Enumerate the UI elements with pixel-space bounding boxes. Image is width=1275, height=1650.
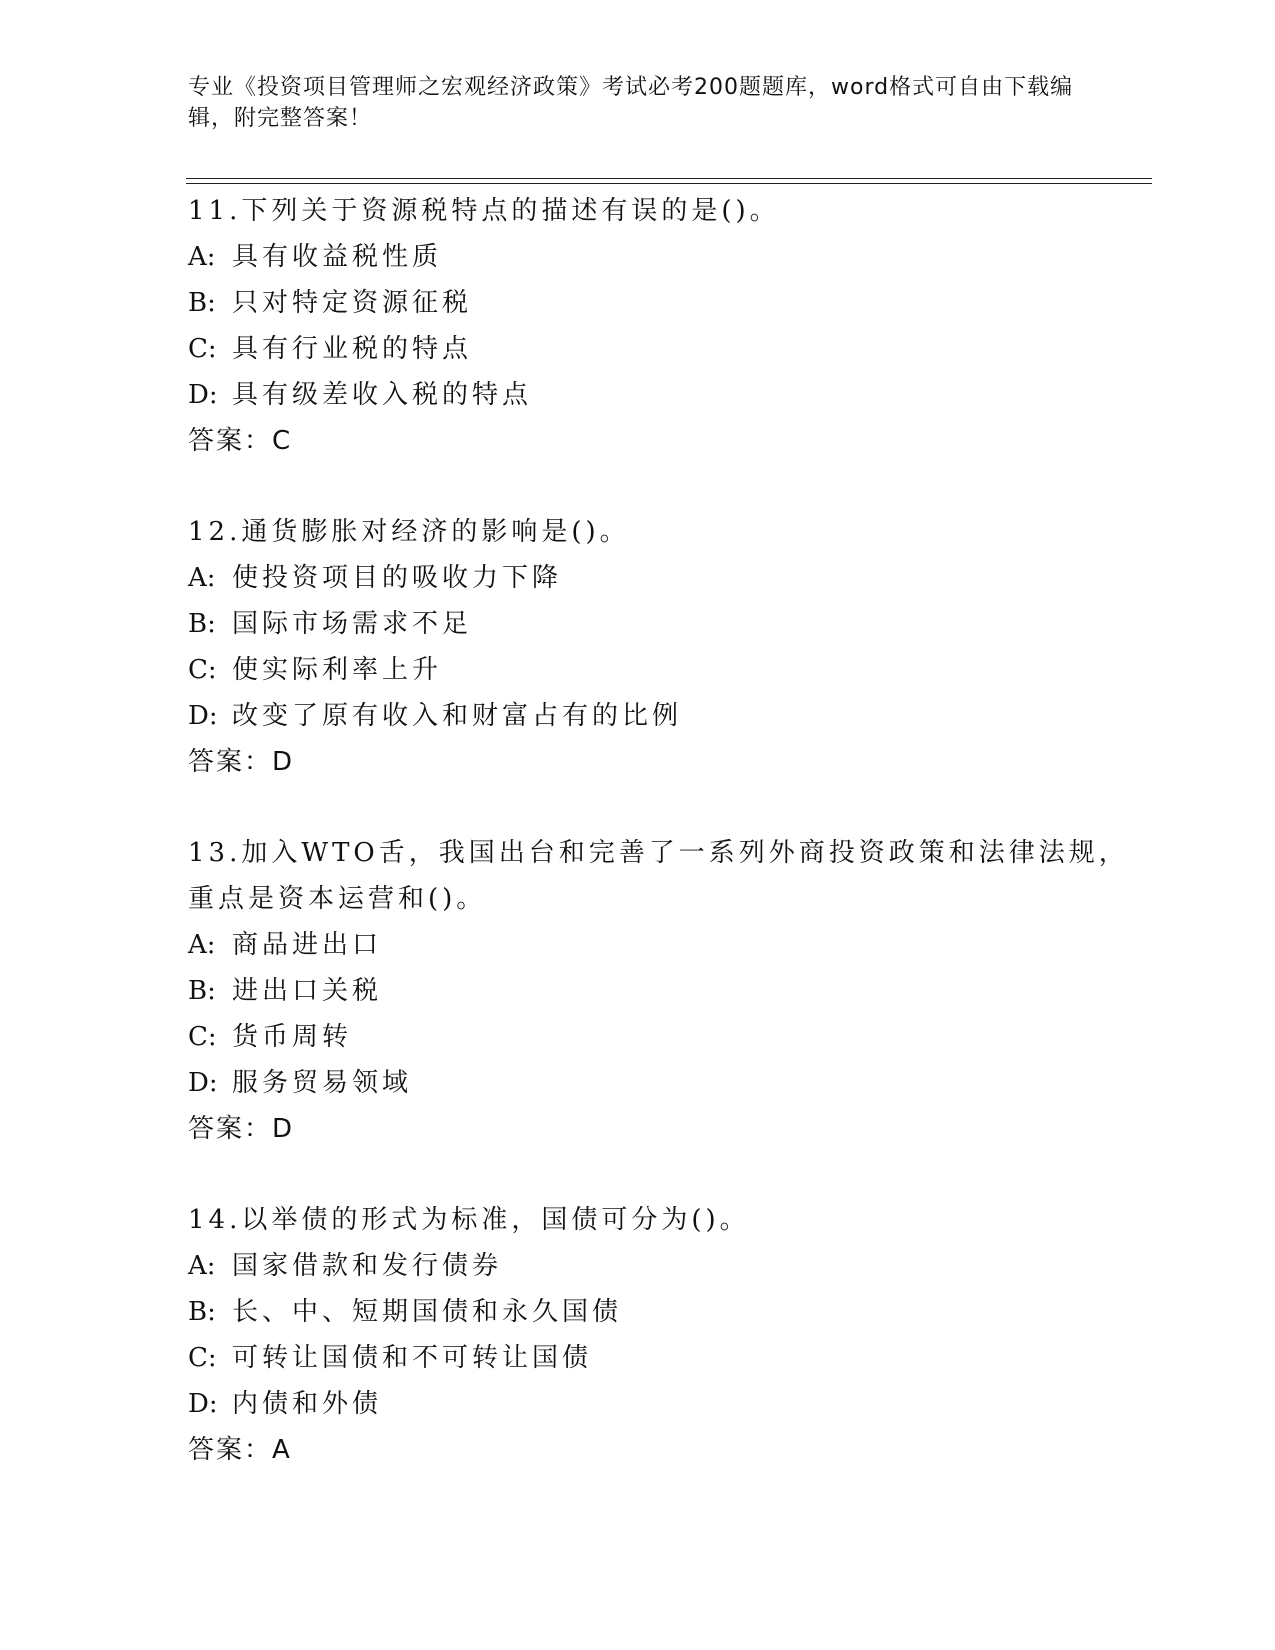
option-text: 使投资项目的吸收力下降 <box>232 563 563 593</box>
option-text: 可转让国债和不可转让国债 <box>232 1343 593 1373</box>
option-text: 国际市场需求不足 <box>232 609 473 639</box>
option-text: 具有级差收入税的特点 <box>232 380 533 410</box>
answer-line: 答案：C <box>188 426 293 456</box>
option-letter: D: <box>188 380 218 410</box>
option-d <box>188 1381 1148 1427</box>
document-header: 专业《投资项目管理师之宏观经济政策》考试必考200题题库，word格式可自由下载编辑，附完整答案！ <box>188 75 1074 131</box>
option-letter: B: <box>188 288 216 318</box>
option-letter: B: <box>188 1297 216 1327</box>
option-b <box>188 968 1148 1014</box>
option-text: 货币周转 <box>232 1022 353 1052</box>
option-letter: A: <box>188 1251 216 1281</box>
option-letter: A: <box>188 563 216 593</box>
question-stem: 13.加入WTO舌，我国出台和完善了一系列外商投资政策和法律法规， 重点是资本运营和()。 <box>188 838 1129 914</box>
header-divider-bottom <box>186 183 1152 184</box>
option-letter: C: <box>188 1343 217 1373</box>
option-letter: C: <box>188 655 217 685</box>
option-text: 内债和外债 <box>232 1389 383 1419</box>
option-letter: C: <box>188 334 217 364</box>
option-c <box>188 647 1148 693</box>
option-text: 商品进出口 <box>232 930 383 960</box>
option-text: 只对特定资源征税 <box>232 288 473 318</box>
option-letter: D: <box>188 1068 218 1098</box>
question-stem: 12.通货膨胀对经济的影响是()。 <box>188 517 630 547</box>
option-b <box>188 601 1148 647</box>
answer-line: 答案：D <box>188 747 295 777</box>
question-stem: 11.下列关于资源税特点的描述有误的是()。 <box>188 196 780 226</box>
option-text: 使实际利率上升 <box>232 655 443 685</box>
header-divider-top <box>186 178 1152 179</box>
option-a <box>188 234 1148 280</box>
option-letter: A: <box>188 242 216 272</box>
option-c <box>188 1335 1148 1381</box>
option-b <box>188 1289 1148 1335</box>
option-c <box>188 326 1148 372</box>
question-13 <box>188 830 1148 1152</box>
option-text: 具有行业税的特点 <box>232 334 473 364</box>
option-b <box>188 280 1148 326</box>
option-text: 国家借款和发行债券 <box>232 1251 503 1281</box>
option-letter: B: <box>188 609 216 639</box>
option-d <box>188 693 1148 739</box>
option-letter: C: <box>188 1022 217 1052</box>
answer-line: 答案：D <box>188 1114 295 1144</box>
option-a <box>188 555 1148 601</box>
option-text: 具有收益税性质 <box>232 242 443 272</box>
option-text: 进出口关税 <box>232 976 383 1006</box>
option-a <box>188 1243 1148 1289</box>
option-text: 长、中、短期国债和永久国债 <box>232 1297 623 1327</box>
question-stem: 14.以举债的形式为标准，国债可分为()。 <box>188 1205 750 1235</box>
question-list <box>188 188 1148 1518</box>
option-c <box>188 1014 1148 1060</box>
option-d <box>188 372 1148 418</box>
option-letter: D: <box>188 1389 218 1419</box>
option-text: 服务贸易领域 <box>232 1068 413 1098</box>
option-d <box>188 1060 1148 1106</box>
option-text: 改变了原有收入和财富占有的比例 <box>232 701 683 731</box>
option-letter: D: <box>188 701 218 731</box>
answer-line: 答案：A <box>188 1435 292 1465</box>
option-letter: B: <box>188 976 216 1006</box>
question-11 <box>188 188 1148 464</box>
question-14 <box>188 1197 1148 1473</box>
option-letter: A: <box>188 930 216 960</box>
option-a <box>188 922 1148 968</box>
question-12 <box>188 509 1148 785</box>
